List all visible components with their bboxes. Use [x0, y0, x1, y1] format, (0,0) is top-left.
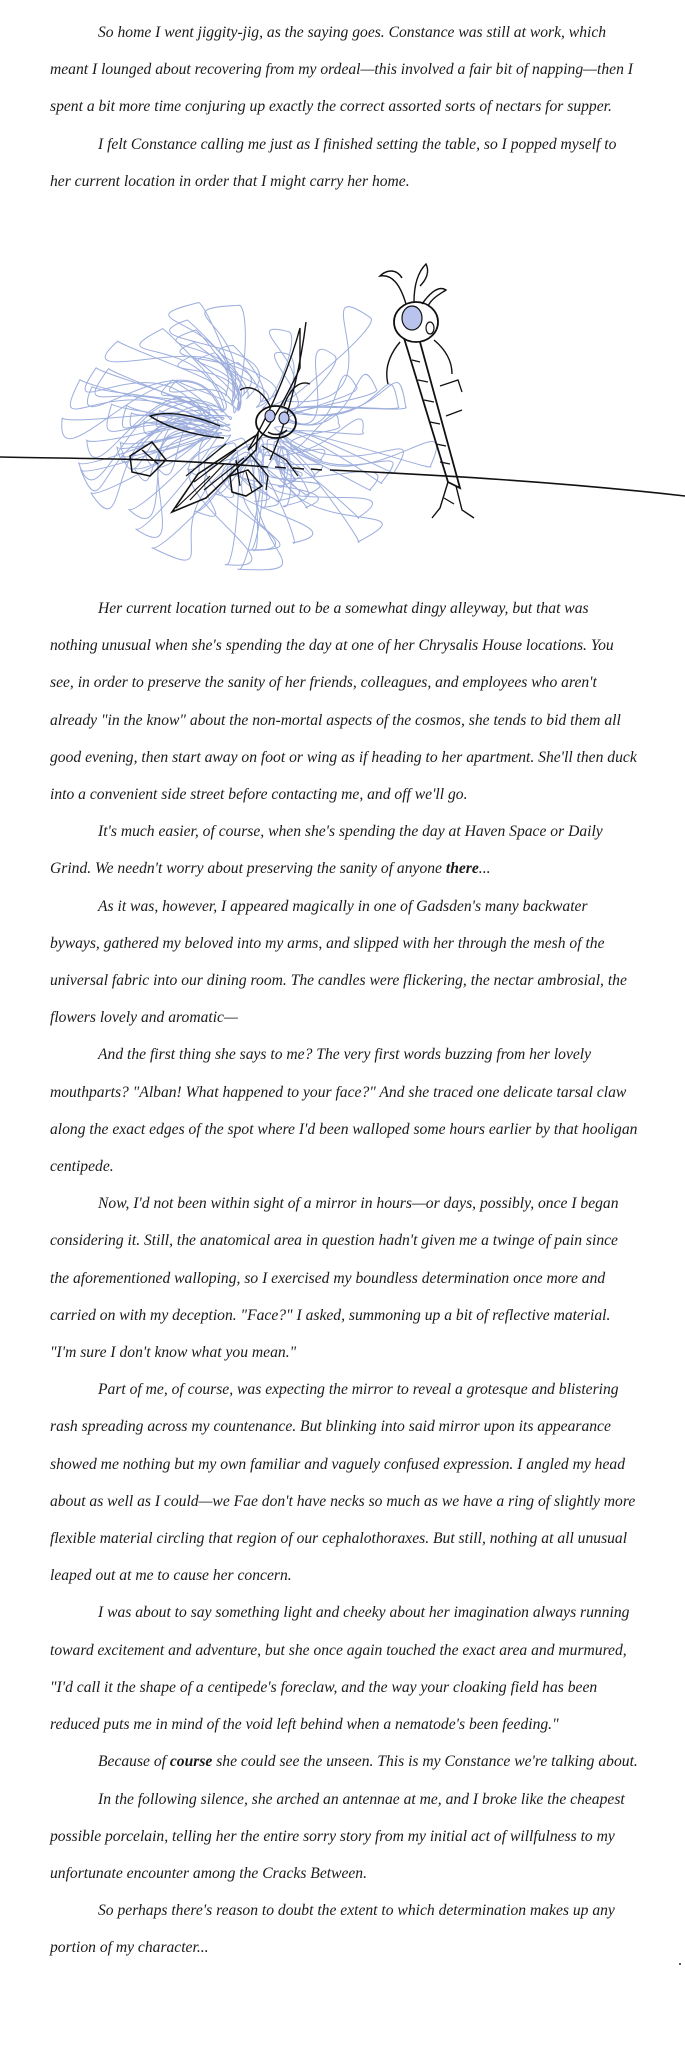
paragraph: So home I went jiggity-jig, as the saying goes. Constance was still at work, which meant I lounged about recovering from my ordeal—this involved a fair bit of napping—then I spent a bit more time conjuring up exactly the correct assorted sorts of nectars for supper. — [50, 24, 633, 116]
stray-dot — [679, 1963, 681, 1965]
story-text-bottom — [50, 590, 640, 1967]
paragraph: I was about to say something light and cheeky about her imagination always running toward excitement and adventure, but she once again touched the exact area and murmured, "I'd call it the shape of a centipede's foreclaw, and the way your cloaking field has been reduced puts me in mind of the void left behind when a nematode's been feeding." — [50, 1604, 630, 1734]
paragraph: And the first thing she says to me? The very first words buzzing from her lovely mouthparts? "Alban! What happened to your face?" And she traced one delicate tarsal claw along the exact edges of the spot where I'd been walloped some hours earlier by that hooligan centipede. — [50, 1046, 638, 1176]
paragraph: In the following silence, she arched an antennae at me, and I broke like the cheapest possible porcelain, telling her the entire sorry story from my initial act of willfulness to my unfortunate encounter among the Cracks Between. — [50, 1790, 625, 1882]
bold-emphasis: course — [169, 1753, 213, 1771]
text-run: she could see the unseen. This is my Constance we're talking about. — [212, 1753, 638, 1771]
story-text-top — [50, 14, 640, 200]
horizon-line — [0, 457, 685, 496]
text-run: Because of — [98, 1753, 170, 1771]
paragraph: I felt Constance calling me just as I finished setting the table, so I popped myself to her current location in order that I might carry her home. — [50, 135, 617, 190]
text-run: ... — [478, 860, 491, 878]
paragraph: Part of me, of course, was expecting the mirror to reveal a grotesque and blistering rash spreading across my countenance. But blinking into said mirror upon its appearance showed me nothing but my own familiar and vaguely confused expression. I angled my head about as well as I could—we Fae don't have necks so much as we have a ring of slightly more flexible material circling that region of our cephalothoraxes. But still, nothing at all unusual leaped out at me to cause her concern. — [50, 1381, 636, 1585]
paragraph: Her current location turned out to be a somewhat dingy alleyway, but that was nothing unusual when she's spending the day at one of her Chrysalis House locations. You see, in order to preserve the sanity of her friends, colleagues, and employees who aren't already "in the know" about the non-mortal aspects of the cosmos, she tends to bid them all good evening, then start away on foot or wing as if heading to her apartment. She'll then duck into a convenient side street before contacting me, and off we'll go. — [50, 600, 637, 804]
sketch-illustration — [0, 250, 685, 580]
paragraph: So perhaps there's reason to doubt the extent to which determination makes up any portion of my character... — [50, 1902, 615, 1957]
scribble-stroke — [291, 384, 399, 415]
paragraph: As it was, however, I appeared magically in one of Gadsden's many backwater byways, gathered my beloved into my arms, and slipped with her through the mesh of the universal fabric into our dining room. The candles were flickering, the nectar ambrosial, the flowers lovely and aromatic— — [50, 897, 627, 1027]
standing-insect-drawing — [380, 264, 474, 518]
scribble-burst — [62, 303, 437, 570]
scribble-stroke — [105, 341, 228, 396]
paragraph — [50, 813, 640, 887]
paragraph: Now, I'd not been within sight of a mirror in hours—or days, possibly, once I began considering it. Still, the anatomical area in question hadn't given me a twinge of pain since the aforementioned walloping, so I exercised my boundless determination once more and carried on with my deception. "Face?" I asked, summoning up a bit of reflective material. "I'm sure I don't know what you mean." — [50, 1195, 619, 1362]
paragraph — [50, 1743, 640, 1780]
sketch-svg — [0, 250, 685, 580]
scribble-stroke — [140, 329, 227, 411]
text-run: It's much easier, of course, when she's spending the day at Haven Space or Daily Grind. We needn't worry about preserving the sanity of anyone — [50, 823, 603, 878]
scribble-stroke — [284, 382, 406, 415]
bold-emphasis: there — [445, 860, 479, 878]
scribble-stroke — [262, 329, 294, 408]
